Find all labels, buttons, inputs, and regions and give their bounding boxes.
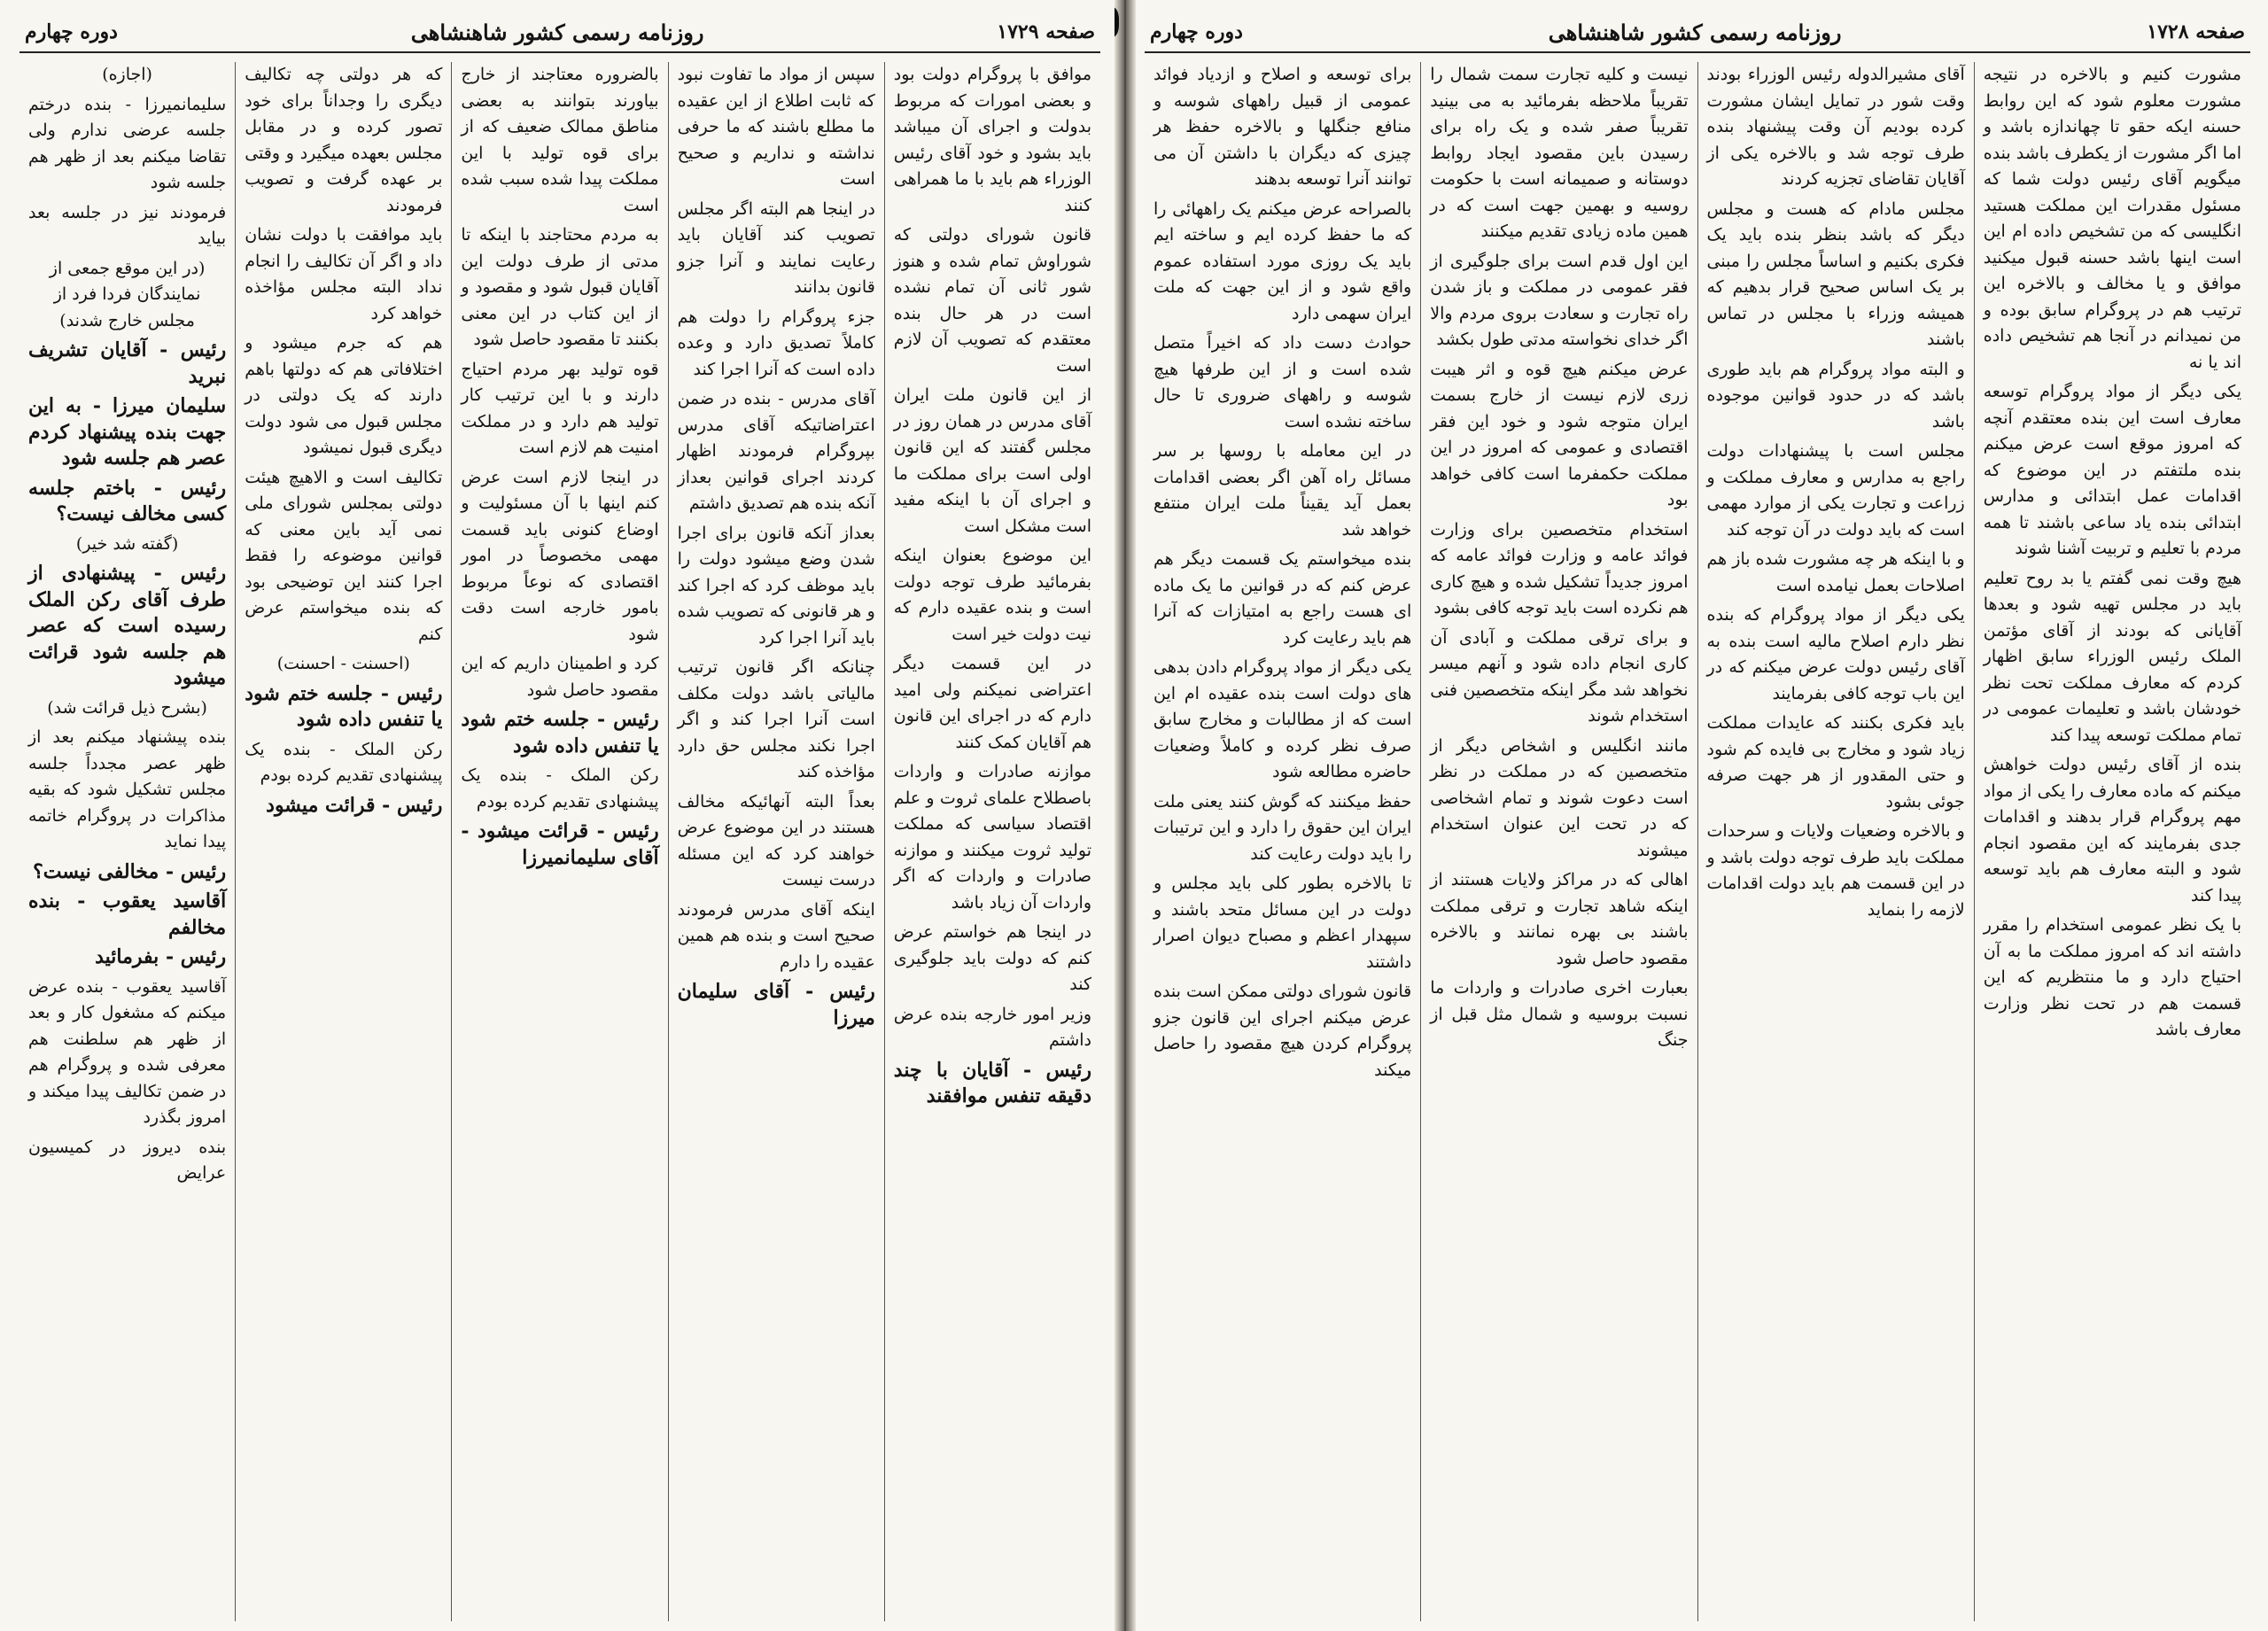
paragraph: باید موافقت با دولت نشان داد و اگر آن تکالیف را انجام نداد البته مجلس مؤاخذه خواهد کرد	[245, 225, 443, 323]
speaker-line: رئیس - قرائت میشود - آقای سلیمانمیرزا	[461, 819, 659, 869]
right-running-head	[1145, 12, 2250, 53]
applause-note: (احسنت - احسنت)	[276, 654, 410, 673]
stage-note: (در این موقع جمعی از نمایندگان فردا فرد از مجلس خارج شدند)	[49, 258, 206, 330]
paragraph: آقاسید یعقوب - بنده عرض میکنم که مشغول کار و بعد از ظهر هم سلطنت هم معرفی شده و پروگرام هم در ضمن تکالیف پیدا میکند و امروز بگذرد	[27, 976, 227, 1127]
right-page-number: صفحه ۱۷۲۸	[2147, 20, 2245, 43]
left-newspaper-title: روزنامه رسمی کشور شاهنشاهی	[410, 19, 704, 45]
paragraph: در اینجا لازم است عرض کنم اینها با آن مسئولیت و اوضاع کنونی باید قسمت مهمی مخصوصاً در امور اقتصادی که نوعاً مربوط بامور خارجه است دقت شود	[461, 467, 659, 644]
paragraph: سپس از مواد ما تفاوت نبود که ثابت اطلاع از این عقیده ما مطلع باشند که ما حرفی نداشته و نداریم و صحیح است	[677, 65, 875, 189]
left-running-head	[19, 12, 1100, 53]
speaker-line: رئیس - پیشنهادی از طرف آقای رکن الملک رسیده است که عصر هم جلسه شود قرائت میشود	[27, 562, 227, 689]
paragraph: آقای مشیرالدوله رئیس الوزراء بودند وقت شور در تمایل ایشان مشورت کرده بودیم آن وقت پیشنهاد بنده طرف توجه شد و بالاخره یکی از آقایان تقاضای تجزیه کردند	[1706, 65, 1965, 189]
left-page	[0, 0, 1115, 1631]
left-column-3	[451, 62, 667, 1621]
paragraph: بعداز آنکه قانون برای اجرا شدن وضع میشود دولت را باید موظف کرد که اجرا کند و هر قانونی که تصویب شده باید آنرا اجرا کرد	[677, 523, 875, 648]
paragraph: مانند انگلیس و اشخاص دیگر از متخصصین که در مملکت در نظر است دعوت شوند و تمام اشخاصی که در تحت این عنوان استخدام میشوند	[1430, 735, 1689, 860]
speaker-line: آقاسید یعقوب - بنده مخالفم	[27, 889, 227, 939]
permission-note: (اجازه)	[102, 65, 152, 84]
left-column-5	[19, 62, 235, 1621]
left-column-4	[235, 62, 451, 1621]
right-newspaper-title: روزنامه رسمی کشور شاهنشاهی	[1548, 19, 1842, 45]
paragraph: و البته مواد پروگرام هم باید طوری باشد که در حدود قوانین موجوده باشد	[1706, 359, 1965, 431]
paragraph: و برای ترقی مملکت و آبادی آن کاری انجام داده شود و آنهم میسر نخواهد شد مگر اینکه متخصصین فنی استخدام شوند	[1430, 627, 1689, 726]
paragraph: در اینجا هم البته اگر مجلس تصویب کند آقایان باید رعایت نمایند و آنرا جزو قانون بدانند	[677, 198, 875, 297]
speaker-line: رئیس - جلسه ختم شود یا تنفس داده شود	[245, 681, 443, 731]
paragraph: به مردم محتاجند با اینکه تا مدتی از طرف دولت این آقایان قبول شود و مقصود و از این کتاب در این معنی بکنند تا مقصود حاصل شود	[461, 225, 659, 349]
paragraph: تا بالاخره بطور کلی باید مجلس و دولت در این مسائل متحد باشند و سپهدار اعظم و مصباح دیوان اصرار داشتند	[1153, 874, 1412, 972]
right-period: دوره چهارم	[1150, 20, 1243, 43]
paragraph: اینکه آقای مدرس فرمودند صحیح است و بنده هم همین عقیده را دارم	[677, 899, 875, 972]
right-page	[1136, 0, 2268, 1631]
speaker-line: رئیس - جلسه ختم شود یا تنفس داده شود	[461, 708, 659, 757]
paragraph: حفظ میکنند که گوش کنند یعنی ملت ایران این حقوق را دارد و این ترتیبات را باید دولت رعایت کند	[1153, 791, 1412, 864]
paragraph: این اول قدم است برای جلوگیری از فقر عمومی در مملکت و باز شدن راه تجارت و سعادت بروی مردم والا اگر خدای نخواسته مدتی طول بکشد	[1430, 251, 1689, 349]
paragraph: و با اینکه هر چه مشورت شده باز هم اصلاحات بعمل نیامده است	[1706, 549, 1965, 595]
paragraph: مجلس است با پیشنهادات دولت راجع به مدارس و معارف مملکت و زراعت و تجارت یکی از موارد مهمی است که باید دولت در آن توجه کند	[1706, 441, 1965, 540]
paragraph: هیچ وقت نمی گفتم یا بد روح تعلیم باید در مجلس تهیه شود و بعدها آقایانی که بودند از آقای مؤتمن الملک رئیس الوزراء سابق اظهار کردم که معارف مملکت تحت نظر خودشان باشد و تعلیمات عمومی در تمام مملکت توسعه پیدا کند	[1983, 568, 2241, 745]
right-columns	[1145, 62, 2250, 1621]
paragraph: از این قانون ملت ایران آقای مدرس در همان روز در مجلس گفتند که این قانون اولی است برای مملکت ما و اجرای آن با اینکه مفید است مشکل است	[893, 385, 1091, 536]
paragraph: جزء پروگرام را دولت هم کاملاً تصدیق دارد و وعده داده است که آنرا اجرا کند	[677, 307, 875, 379]
paragraph: بالصراحه عرض میکنم یک راههائی را که ما حفظ کرده ایم و ساخته ایم باید یک روزی مورد استفاده عموم واقع شود و از این جهت که ملت ایران سهمی دارد	[1153, 198, 1412, 323]
paragraph: قانون شورای دولتی ممکن است بنده عرض میکنم اجرای این قانون جزو پروگرام کردن هیچ مقصود را حاصل میکند	[1153, 982, 1412, 1080]
right-column-2	[1697, 62, 1974, 1621]
paragraph: یکی دیگر از مواد پروگرام دادن بدهی های دولت است بنده عقیده ام این است که از مطالبات و مخارج سابق صرف نظر کرده و کاملاً وضعیات حاضره مطالعه شود	[1153, 657, 1412, 781]
paragraph: اهالی که در مراکز ولایات هستند از اینکه شاهد تجارت و ترقی مملکت باشند بی بهره نمانند و بالاخره مقصود حاصل شود	[1430, 870, 1689, 968]
paragraph: آقای مدرس - بنده در ضمن اعتراضاتیکه آقای مدرس بپروگرام فرمودند اظهار کردند اجرای قوانین بعداز آنکه بنده هم تصدیق داشتم	[677, 389, 875, 513]
stage-note: (بشرح ذیل قرائت شد)	[47, 697, 207, 718]
right-column-1	[1974, 62, 2250, 1621]
paragraph: یکی دیگر از مواد پروگرام توسعه معارف است این بنده معتقدم آنچه که امروز موقع است عرض میکنم بنده ملتفتم در این موضوع که اقدامات عمل ابتدائی و مدارس ابتدائی بنده یاد ساعی باشند تا همه مردم با تعلیم و تربیت آشنا شوند	[1983, 382, 2241, 558]
paragraph: وزیر امور خارجه بنده عرض داشتم	[893, 1004, 1091, 1050]
paragraph: در این معامله با روسها بر سر مسائل راه آهن اگر بعضی اقدامات بعمل آید یقیناً ملت ایران منتفع خواهد شد	[1153, 441, 1412, 540]
paragraph: با یک نظر عمومی استخدام را مقرر داشته اند که امروز مملکت ما به آن احتیاج دارد و ما منتظریم که این قسمت هم در تحت نظر وزارت معارف باشد	[1983, 915, 2241, 1039]
paragraph: که هر دولتی چه تکالیف دیگری را وجداناً برای خود تصور کرده و در مقابل مجلس بعهده میگیرد و وقتی بر عهده گرفت و تصویب فرمودند	[245, 65, 443, 215]
speaker-line: رئیس - آقای سلیمان میرزا	[677, 980, 875, 1029]
speaker-line: رئیس - آقایان تشریف نبرید	[27, 338, 227, 388]
paragraph: باید فکری بکنند که عایدات مملکت زیاد شود و مخارج بی فایده کم شود و حتی المقدور از هر جهت صرفه جوئی بشود	[1706, 713, 1965, 812]
speaker-line: سلیمان میرزا - به این جهت بنده پیشنهاد کردم عصر هم جلسه شود	[27, 394, 227, 470]
paragraph: هم که جرم میشود و اختلافاتی هم که دولتها باهم دارند که یک دولتی در مجلس قبول می شود دولت دیگری قبول نمیشود	[245, 333, 443, 457]
right-column-4	[1145, 62, 1420, 1621]
left-columns	[19, 62, 1100, 1621]
paragraph: رکن الملک - بنده یک پیشنهادی تقدیم کرده بودم	[245, 739, 443, 785]
speaker-line: رئیس - باختم جلسه کسی مخالف نیست؟	[27, 476, 227, 525]
paragraph: در این قسمت دیگر اعتراضی نمیکنم ولی امید دارم که در اجرای این قانون هم آقایان کمک کنند	[893, 654, 1091, 752]
left-page-number: صفحه ۱۷۲۹	[997, 20, 1095, 43]
paragraph: بنده پیشنهاد میکنم بعد از ظهر عصر مجدداً جلسه مجلس تشکیل شود که بقیه مذاکرات در پروگرام خاتمه پیدا نماید	[27, 727, 227, 851]
paragraph: بعداً البته آنهائیکه مخالف هستند در این موضوع عرض خواهند کرد که این مسئله درست نیست	[677, 791, 875, 889]
speaker-line: رئیس - قرائت میشود	[266, 793, 443, 817]
paragraph: قوه تولید بهر مردم احتیاج دارند و با این ترتیب کار تولید هم دارد و در مملکت امنیت هم لازم است	[461, 359, 659, 457]
paragraph: موافق با پروگرام دولت بود و بعضی امورات که مربوط بدولت و اجرای آن میباشد باید بشود و خود آقای رئیس الوزراء هم باید با ما همراهی کنند	[893, 65, 1091, 215]
left-column-2	[668, 62, 884, 1621]
paragraph: حوادث دست داد که اخیراً متصل شده است و از این طرفها هیچ شوسه و راههای ضروری تا حال ساخته نشده است	[1153, 333, 1412, 431]
paragraph: کرد و اطمینان داریم که این مقصود حاصل شود	[461, 654, 659, 700]
paragraph: رکن الملک - بنده یک پیشنهادی تقدیم کرده بودم	[461, 765, 659, 812]
right-column-3	[1420, 62, 1697, 1621]
paragraph: یکی دیگر از مواد پروگرام که بنده نظر دارم اصلاح مالیه است بنده به آقای رئیس دولت عرض میکنم که در این باب توجه کافی بفرمایند	[1706, 605, 1965, 703]
speaker-line: رئیس - مخالفی نیست؟	[33, 859, 227, 883]
stage-note: (گفته شد خیر)	[75, 533, 179, 554]
paragraph: نیست و کلیه تجارت سمت شمال را تقریباً ملاحظه بفرمائید به می بینید تقریباً صفر شده و یک راه برای رسیدن باین مقصود ایجاد روابط دوستانه و صمیمانه است با حکومت روسیه و بهمین جهت است که در همین ماده زیادی تقدیم میکنند	[1430, 65, 1689, 241]
paragraph: تکالیف است و الاهیچ هیئت دولتی بمجلس شورای ملی نمی آید باین معنی که قوانین موضوعه را فقط اجرا کنند این توضیحی بود که بنده میخواستم عرض کنم	[245, 467, 443, 644]
paragraph: استخدام متخصصین برای وزارت فوائد عامه و وزارت فوائد عامه که امروز جدیداً تشکیل شده و هیچ کاری هم نکرده است باید توجه کافی بشود	[1430, 519, 1689, 617]
paragraph: قانون شورای دولتی که شوراوش تمام شده و هنوز شور ثانی آن تمام نشده است در هر حال بنده معتقدم که تصویب آن لازم است	[893, 225, 1091, 376]
paragraph: این موضوع بعنوان اینکه بفرمائید طرف توجه دولت است و بنده عقیده دارم که نیت دولت خیر است	[893, 546, 1091, 644]
paragraph: سلیمانمیرزا - بنده درختم جلسه عرضی ندارم ولی تقاضا میکنم بعد از ظهر هم جلسه شود	[27, 94, 227, 192]
paragraph: بنده دیروز در کمیسیون عرایض	[27, 1137, 227, 1183]
left-period: دوره چهارم	[25, 20, 118, 43]
paragraph: عرض میکنم هیچ قوه و اثر هیبت زری لازم نیست از خارج بسمت ایران متوجه شود و خود این فقر اقتصادی و عمومی که امروز در این مملکت حکمفرما است کافی خواهد بود	[1430, 359, 1689, 509]
paragraph: بعبارت اخری صادرات و واردات ما نسبت بروسیه و شمال مثل قبل از جنگ	[1430, 978, 1689, 1050]
left-column-1	[884, 62, 1100, 1621]
speaker-line: رئیس - آقایان با چند دقیقه تنفس موافقند	[893, 1058, 1091, 1107]
book-gutter	[1115, 0, 1136, 1631]
paragraph: موازنه صادرات و واردات باصطلاح علمای ثروت و علم اقتصاد سیاسی که مملکت تولید ثروت میکنند و موازنه صادرات و واردات که اگر واردات آن زیاد باشد	[893, 762, 1091, 913]
paragraph: بالضروره معتاجند از خارج بیاورند بتوانند به بعضی مناطق ممالک ضعیف که از برای قوه تولید با این مملکت پیدا شده سبب شده است	[461, 65, 659, 215]
paragraph: فرمودند نیز در جلسه بعد بیاید	[27, 202, 227, 248]
speaker-line: رئیس - بفرمائید	[95, 945, 227, 968]
paragraph: مشورت کنیم و بالاخره در نتیجه مشورت معلوم شود که این روابط حسنه ایکه حقو تا چهاندازه باشد و اما اگر مشورت از یکطرف باشد بنده میگویم آقای رئیس دولت شما که مسئول مقدرات این مملکت هستید انگلیسی که من تشخیص داده ام این است اینها باشد حسنه قبول میکنید موافق و یا مخالف و بالاخره این ترتیب هم در پروگرام سابق بوده و من نمیدانم در آنجا هم تشخیص داده اند یا نه	[1983, 65, 2241, 372]
paragraph: بنده از آقای رئیس دولت خواهش میکنم که ماده معارف را یکی از مواد مهم پروگرام قرار بدهند و اقدامات جدی بفرمایند که این مقصود انجام شود و البته معارف هم باید توسعه پیدا کند	[1983, 755, 2241, 905]
paragraph: مجلس مادام که هست و مجلس دیگر که باشد بنظر بنده باید یک فکری بکنیم و اساساً مجلس را مبنی بر یک اساس صحیح قرار بدهیم که همیشه وزراء با مجلس در تماس باشند	[1706, 198, 1965, 349]
paragraph: چنانکه اگر قانون ترتیب مالیاتی باشد دولت مکلف است آنرا اجرا کند و اگر اجرا نکند مجلس حق دارد مؤاخذه کند	[677, 657, 875, 781]
paragraph: در اینجا هم خواستم عرض کنم که دولت باید جلوگیری کند	[893, 922, 1091, 994]
paragraph: بنده میخواستم یک قسمت دیگر هم عرض کنم که در قوانین ما یک ماده ای هست راجع به امتیازات که آنرا هم باید رعایت کرد	[1153, 549, 1412, 648]
paragraph: و بالاخره وضعیات ولایات و سرحدات مملکت باید طرف توجه دولت باشد و در این قسمت هم باید دولت اقدامات لازمه را بنماید	[1706, 821, 1965, 920]
paragraph: برای توسعه و اصلاح و ازدیاد فوائد عمومی از قبیل راههای شوسه و منافع جنگلها و بالاخره حفظ هر چیزی که دیگران با داشتن آن می توانند آنرا توسعه بدهند	[1153, 65, 1412, 189]
